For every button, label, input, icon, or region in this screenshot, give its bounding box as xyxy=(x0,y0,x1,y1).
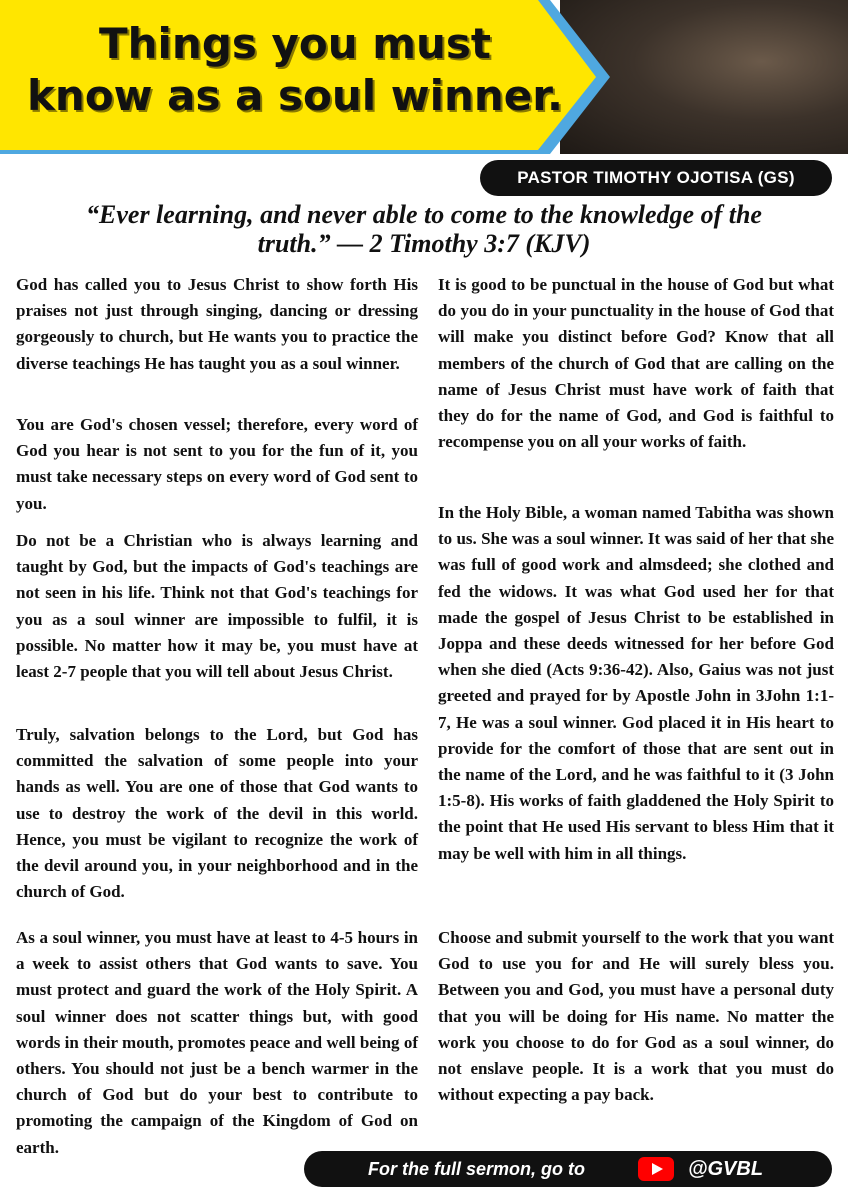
youtube-icon[interactable] xyxy=(638,1157,674,1181)
right-paragraph-1: It is good to be punctual in the house of God but what do you do in your punctuality in the house of God that will make you distinct before God? Know that all members of the church of God that are calling on the name of Jesus Christ must have work of faith that they do for the name of God, and God is faithful to recompense you on all your works of faith. xyxy=(438,275,834,452)
footer-bar[interactable] xyxy=(304,1151,832,1187)
right-paragraph-3: Choose and submit yourself to the work that you want God to use you for and He will surely bless you. Between you and God, you must have a personal duty that you will be doing for His name. No matter the work you choose to do for God as a soul winner, do not enslave people. It is a work that you must do without expecting a pay back. xyxy=(438,928,834,1105)
left-paragraph-5: As a soul winner, you must have at least to 4-5 hours in a week to assist others that God wants to save. You must protect and guard the work of the Holy Spirit. A soul winner does not scatter things but, with good words in their mouth, promotes peace and well being of others. You should not just be a bench warmer in the church of God but do your best to contribute to promoting the campaign of the Kingdom of God on earth. xyxy=(16,928,418,1157)
left-paragraph-3: Do not be a Christian who is always learning and taught by God, but the impacts of God's teachings are not seen in his life. Think not that God's teachings for you as a soul winner are impossible to fulfil, it is possible. No matter how it may be, you must have at least 2-7 people that you will tell about Jesus Christ. xyxy=(16,531,418,682)
footer-text: For the full sermon, go to xyxy=(368,1159,585,1179)
left-paragraph-2: You are God's chosen vessel; therefore, every word of God you hear is not sent to you for the fun of it, you must take necessary steps on every word of God sent to you. xyxy=(16,415,418,513)
youtube-handle[interactable]: @GVBL xyxy=(688,1158,764,1180)
left-paragraph-1: God has called you to Jesus Christ to show forth His praises not just through singing, dancing or dressing gorgeously to church, but He wants you to practice the diverse teachings He has taught you as a soul winner. xyxy=(16,275,418,373)
verse-line-2: truth.” — 2 Timothy 3:7 (KJV) xyxy=(257,229,591,258)
right-paragraph-2: In the Holy Bible, a woman named Tabitha was shown to us. She was a soul winner. It was said of her that she was full of good work and almsdeed; she clothed and fed the widows. It was what God used her for that made the gospel of Jesus Christ to be established in Joppa and these deeds witnessed for her before God when she died (Acts 9:36-42). Also, Gaius was not just greeted and prayed for by Apostle John in 3John 1:1-7, He was a soul winner. God placed it in His heart to provide for the comfort of those that are sent out in the name of the Lord, and he was faithful to it (3 John 1:5-8). His works of faith gladdened the Holy Spirit to the point that He used His servant to bless Him that it may be well with him in all things. xyxy=(438,503,834,863)
title-line-2: know as a soul winner. xyxy=(27,71,563,120)
left-paragraph-4: Truly, salvation belongs to the Lord, but God has committed the salvation of some people into your hands as well. You are one of those that God wants to use to destroy the work of the devil in this world. Hence, you must be vigilant to recognize the work of the devil around you, in your neighborhood and in the church of God. xyxy=(16,725,418,902)
author-badge: PASTOR TIMOTHY OJOTISA (GS) xyxy=(480,160,832,196)
title-line-1: Things you must xyxy=(98,19,492,68)
header-banner xyxy=(0,0,848,154)
verse-line-1: “Ever learning, and never able to come to the knowledge of the xyxy=(86,200,762,229)
page-title xyxy=(0,18,590,122)
scripture-verse xyxy=(20,200,828,258)
